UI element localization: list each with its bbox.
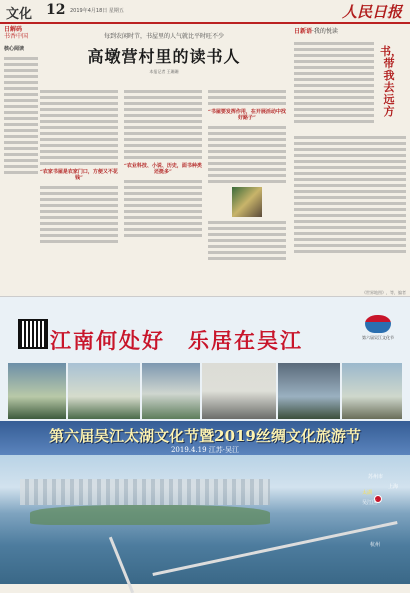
right-tag-text: 日新语 [294,28,313,35]
logo-emblem-icon [365,315,391,333]
issue-date: 2019年4月18日 星期五 [70,8,124,14]
location-map [348,461,404,571]
core-reading-label: 核心阅读 [4,46,25,52]
left-body-text [4,57,38,174]
pull-quote: “农业科技、小说、历史，面书种类还挺多” [124,163,202,175]
scenery-photo [8,363,66,419]
advertisement [0,296,410,584]
right-column [294,26,406,296]
map-label: 太湖 [362,490,373,496]
section-name: 文化 [6,7,33,22]
banner-title: 第六届吴江太湖文化节暨2019丝绸文化旅游节 [49,427,361,445]
article-byline: 本报记者 王珊珊 [149,69,179,74]
map-label: 杭州 [370,542,381,548]
logo-text: 第六届吴江文化节 [362,335,394,340]
scenery-photo [278,363,340,419]
page-header [0,0,410,24]
scenery-photo [202,363,276,419]
qr-code-icon [18,319,48,349]
footnote: 《世界地图》，等，编者 [362,290,406,295]
column-subtag: 书香中国 [4,33,29,40]
right-column-tag [294,26,406,35]
map-label: 上海 [388,484,399,490]
map-label: 吴江区 [362,500,378,506]
right-column-body [294,42,374,126]
scenery-photo [142,363,200,419]
scenery-photo [68,363,140,419]
festival-banner [0,421,410,455]
article-column-3 [208,90,286,290]
city-aerial-photo [0,455,410,584]
article-headline: 高墩营村里的读书人 [87,47,241,66]
road [109,537,134,593]
scenery-photo [342,363,402,419]
festival-logo [354,315,402,351]
right-column-body-2 [294,136,406,256]
article-column-2 [124,90,202,290]
left-column [4,26,38,296]
pull-quote: “农家书屋是农家门口，方便又不花钱” [40,169,118,181]
skyline [20,479,270,505]
map-label: 苏州市 [368,474,384,480]
article-kicker: 每到农闲时节，书屋里的人气就比平时旺不少 [103,33,224,40]
right-tag-sub: ·我的悦读 [312,28,338,35]
article-body [40,90,288,290]
main-article [40,28,288,294]
page-number: 12 [46,2,66,18]
green-belt [30,505,270,525]
ad-title: 江南何处好 乐居在吴江 [50,328,303,353]
article-photo [232,187,262,217]
photo-strip [8,363,402,419]
pull-quote: “书屋要发挥作用，在开展活动中找好路子” [208,109,286,121]
article-column-1 [40,90,118,290]
right-column-vertical-title: 书，带我去远方 [380,45,402,118]
banner-subtitle: 2019.4.19 江苏·吴江 [170,446,240,454]
masthead-logo: 人民日报 [341,3,402,21]
column-tag: 日解码 [4,26,23,33]
